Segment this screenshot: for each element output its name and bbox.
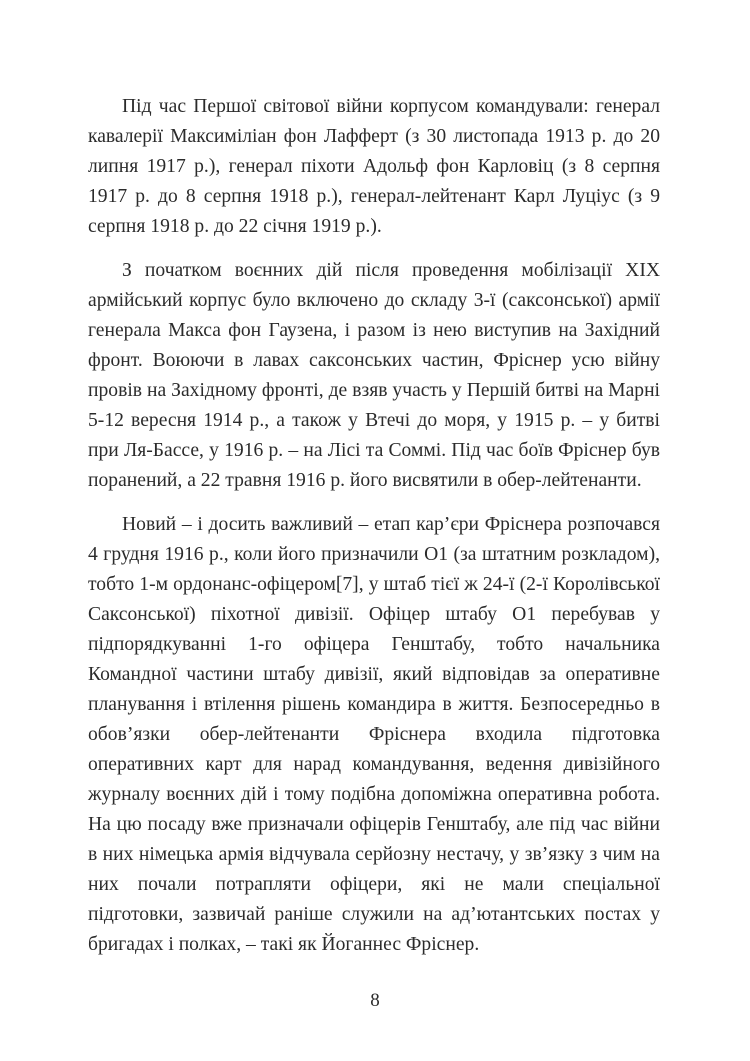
body-text [88, 92, 660, 974]
paragraph-mobilization: З початком воєнних дій після проведення мобілізації XIX армійський корпус було включено до складу 3-ї (саксонської) армії генерала Макса фон Гаузена, і разом із нею виступив на Західний фронт. Воюючи в лавах саксонських частин, Фріснер усю війну провів на Західному фронті, де взяв участь у Першій битві на Марні 5-12 вересня 1914 р., а також у Втечі до моря, у 1915 р. – у битві при Ля-Бассе, у 1916 р. – на Лісі та Соммі. Під час боїв Фріснер був поранений, а 22 травня 1916 р. його висвятили в обер-лейтенанти. [88, 260, 660, 491]
paragraph-career: Новий – і досить важливий – етап кар’єри Фріснера розпочався 4 грудня 1916 р., коли його призначили O1 (за штатним розкладом), тобто 1-м ордонанс-офіцером[7], у штаб тієї ж 24-ї (2-ї Королівської Саксонської) піхотної дивізії. Офіцер штабу O1 перебував у підпорядкуванні 1-го офіцера Генштабу, тобто начальника Командної частини штабу дивізії, який відповідав за оперативне планування і втілення рішень командира в життя. Безпосередньо в обов’язки обер-лейтенанти Фріснера входила підготовка оперативних карт для нарад командування, ведення дивізійного журналу воєнних дій і тому подібна допоміжна оперативна робота. На цю посаду вже призначали офіцерів Генштабу, але під час війни в них німецька армія відчувала серйозну нестачу, у зв’язку з чим на них почали потрапляти офіцери, які не мали спеціальної підготовки, зазвичай раніше служили на ад’ютантських постах у бригадах і полках, – такі як Йоганнес Фріснер. [88, 514, 660, 955]
page-number: 8 [370, 990, 380, 1011]
paragraph-commanders: Під час Першої світової війни корпусом командували: генерал кавалерії Максиміліан фон Лафферт (з 30 листопада 1913 р. до 20 липня 1917 р.), генерал піхоти Адольф фон Карловіц (з 8 серпня 1917 р. до 8 серпня 1918 р.), генерал-лейтенант Карл Луціус (з 9 серпня 1918 р. до 22 січня 1919 р.). [88, 96, 660, 237]
